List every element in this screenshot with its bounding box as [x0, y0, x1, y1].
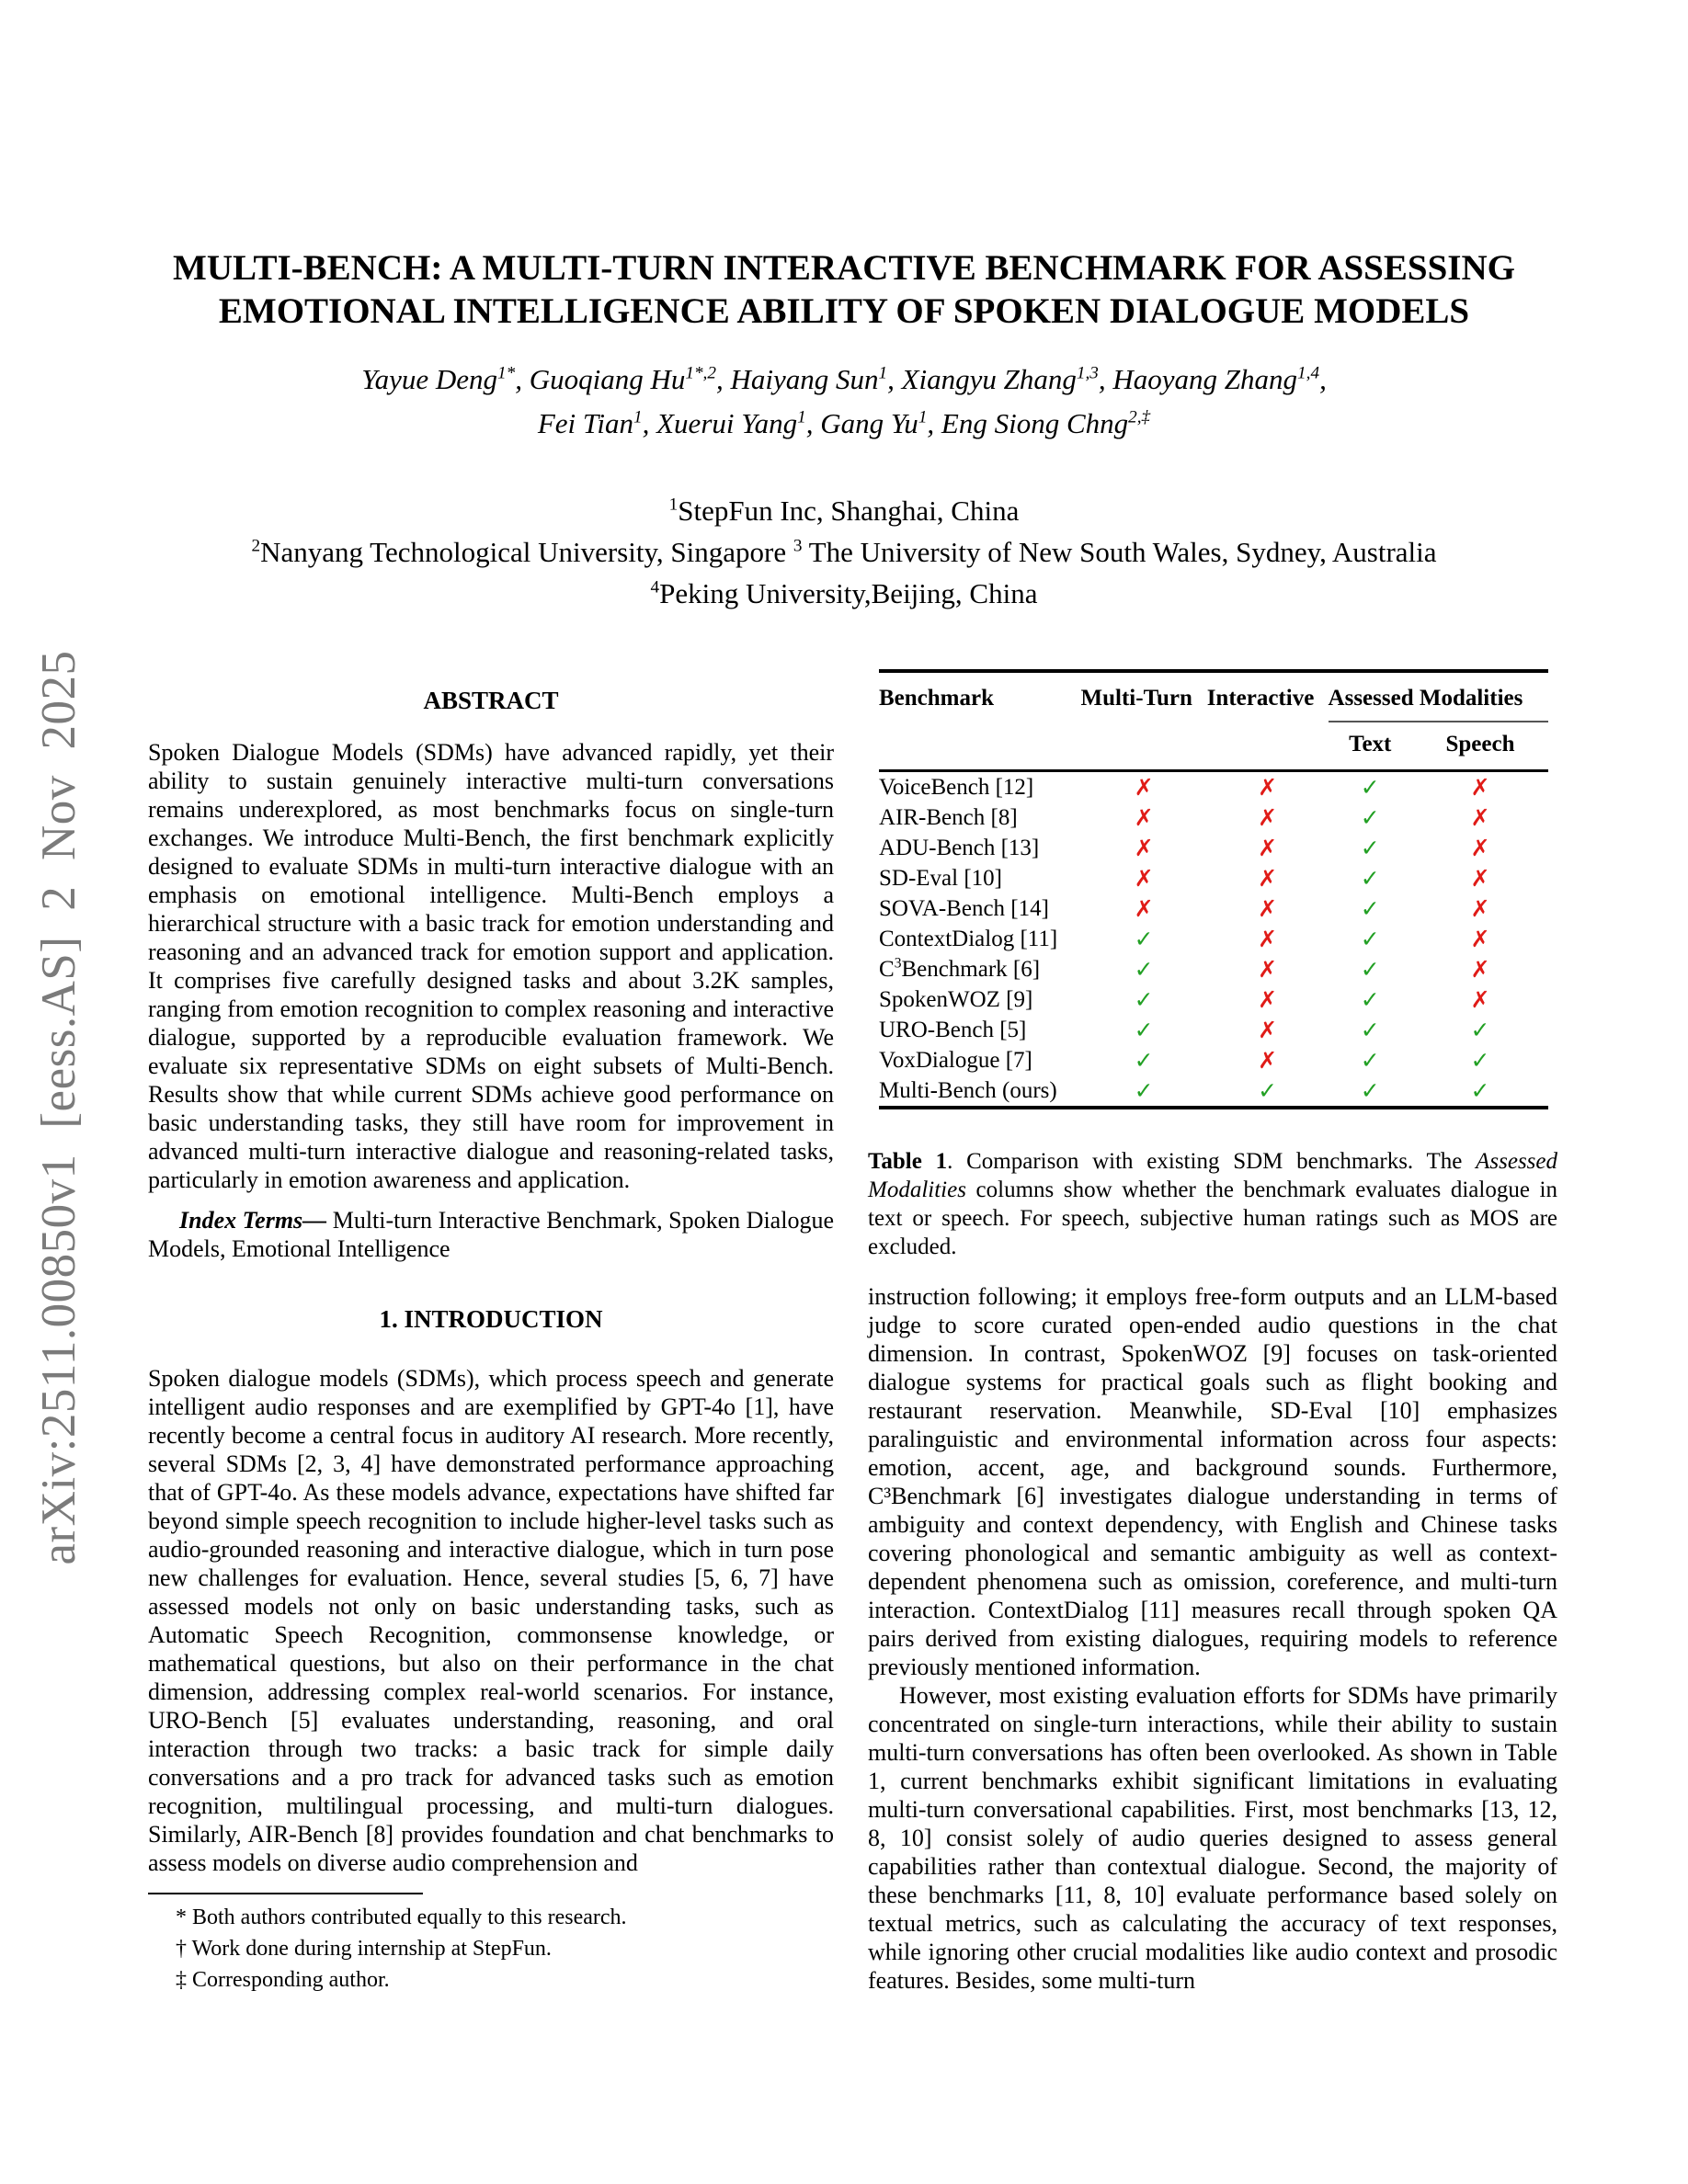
check-icon: ✓ — [1360, 1077, 1380, 1104]
cross-icon: ✗ — [1470, 986, 1490, 1013]
check-icon: ✓ — [1360, 926, 1380, 952]
table-row — [879, 1015, 1548, 1045]
check-icon: ✓ — [1360, 1047, 1380, 1074]
cross-icon: ✗ — [1470, 835, 1490, 861]
cross-icon: ✗ — [1134, 865, 1154, 892]
right-column — [868, 669, 1557, 1995]
cross-icon: ✗ — [1258, 895, 1278, 922]
footnotes — [148, 1902, 834, 1996]
abstract-text: Spoken Dialogue Models (SDMs) have advanced rapidly, yet their ability to sustain genuinely interactive multi-turn conversations remains underexplored, as most benchmarks focus on single-turn exchanges. We introduce Multi-Bench, the first benchmark explicitly designed to evaluate SDMs in multi-turn interactive dialogue with an emphasis on emotional intelligence. Multi-Bench employs a hierarchical structure with a basic track for emotion understanding and reasoning and an advanced track for emotion support and application. It comprises five carefully designed tasks and about 3.2K samples, ranging from emotion recognition to complex reasoning and interactive dialogue, supported by a reproducible evaluation framework. We evaluate six representative SDMs on eight subsets of Multi-Bench. Results show that while current SDMs achieve good performance on basic understanding tasks, they still have room for improvement in advanced multi-turn interactive dialogue and reasoning-related tasks, particularly in emotion awareness and application. — [148, 739, 834, 1193]
table-row — [879, 1045, 1548, 1075]
footnote: ‡ Corresponding author. — [176, 1968, 390, 1992]
cross-icon: ✗ — [1470, 774, 1490, 801]
table-row — [879, 954, 1548, 984]
paper-title-line: EMOTIONAL INTELLIGENCE ABILITY OF SPOKEN DIALOGUE MODELS — [218, 291, 1470, 331]
benchmark-name: VoxDialogue [7] — [879, 1048, 1032, 1073]
footnote: † Work done during internship at StepFun. — [176, 1937, 552, 1961]
cross-icon: ✗ — [1258, 804, 1278, 831]
paper-title-line: MULTI-BENCH: A MULTI-TURN INTERACTIVE BENCHMARK FOR ASSESSING — [173, 248, 1515, 288]
benchmark-name: URO-Bench [5] — [879, 1018, 1027, 1042]
check-icon: ✓ — [1134, 1077, 1154, 1104]
column-header-speech: Speech — [1445, 732, 1515, 756]
cross-icon: ✗ — [1134, 895, 1154, 922]
check-icon: ✓ — [1360, 835, 1380, 861]
cross-icon: ✗ — [1470, 865, 1490, 892]
affiliation-line: $^1$StepFun Inc, Shanghai, China — [668, 495, 1020, 527]
author-list — [0, 358, 1688, 446]
table-header — [879, 671, 1548, 771]
benchmark-name: VoiceBench [12] — [879, 775, 1034, 800]
cross-icon: ✗ — [1258, 956, 1278, 983]
comparison-table — [879, 669, 1548, 1109]
cross-icon: ✗ — [1258, 774, 1278, 801]
cross-icon: ✗ — [1470, 804, 1490, 831]
table-row — [879, 863, 1548, 893]
paper-header — [0, 246, 1688, 614]
introduction-text: Spoken dialogue models (SDMs), which process speech and generate intelligent audio responses and are exemplified by GPT-4o [1], have recently become a central focus in auditory AI research. More recently, several SDMs [2, 3, 4] have demonstrated performance approaching that of GPT-4o. As these models advance, expectations have shifted far beyond simple speech recognition to include higher-level tasks such as audio-grounded reasoning and interactive dialogue, which in turn pose new challenges for evaluation. Hence, several studies [5, 6, 7] have assessed models not only on basic understanding tasks, such as Automatic Speech Recognition, commonsense knowledge, or mathematical questions, but also on their performance in the chat dimension, addressing complex real-world scenarios. For instance, URO-Bench [5] evaluates understanding, reasoning, and oral interaction through two tracks: a basic track for simple daily conversations and a pro track for advanced tasks such as emotion recognition, multilingual processing, and multi-turn dialogues. Similarly, AIR-Bench [8] provides foundation and chat benchmarks to assess models on diverse audio comprehension and — [148, 1365, 834, 1876]
check-icon: ✓ — [1134, 1047, 1154, 1074]
benchmark-name: SD-Eval [10] — [879, 866, 1002, 891]
affiliation-line: $^4$Peking University,Beijing, China — [650, 577, 1038, 609]
table-row — [879, 924, 1548, 954]
cross-icon: ✗ — [1258, 1017, 1278, 1043]
text-run: Assessed Modalities — [868, 1149, 1558, 1202]
text-run: Index Terms— — [179, 1207, 327, 1234]
cross-icon: ✗ — [1258, 926, 1278, 952]
benchmark-name: $C^3Benchmark$ [6] — [879, 955, 1041, 982]
check-icon: ✓ — [1360, 774, 1380, 801]
table-row — [879, 984, 1548, 1015]
cross-icon: ✗ — [1258, 865, 1278, 892]
index-terms — [148, 1206, 834, 1263]
body-text-paragraph: instruction following; it employs free-form outputs and an LLM-based judge to score curated open-ended audio questions in the chat dimension. In contrast, SpokenWOZ [9] focuses on task-oriented dialogue systems for practical goals such as flight booking and restaurant reservation. Meanwhile, SD-Eval [10] emphasizes paralinguistic and environmental information across four aspects: emotion, accent, age, and background sounds. Furthermore, C³Benchmark [6] investigates dialogue understanding in terms of ambiguity and context dependency, with English and Chinese tasks covering phonological and semantic ambiguity as well as context-dependent phenomena such as omission, coreference, and multi-turn interaction. ContextDialog [11] measures recall through spoken QA pairs derived from existing dialogues, requiring models to reference previously mentioned information. — [868, 1283, 1557, 1680]
check-icon: ✓ — [1360, 804, 1380, 831]
cross-icon: ✗ — [1134, 835, 1154, 861]
affiliation-list — [0, 490, 1688, 614]
footnote: * Both authors contributed equally to this research. — [176, 1905, 627, 1929]
benchmark-name: SOVA-Bench [14] — [879, 896, 1049, 921]
table-row — [879, 771, 1548, 803]
cross-icon: ✗ — [1258, 986, 1278, 1013]
text-run: . Comparison with existing SDM benchmarks. The — [947, 1149, 1477, 1174]
comparison-table-wrap — [879, 669, 1548, 1109]
column-header-text: Text — [1349, 732, 1392, 756]
check-icon: ✓ — [1360, 956, 1380, 983]
table-caption — [868, 1147, 1557, 1261]
column-header-benchmark: Benchmark — [879, 686, 994, 711]
author-line: Fei Tian$^1$, Xuerui Yang$^1$, Gang Yu$^1$, Eng Siong Chng$^{2,\ddagger}$ — [537, 407, 1151, 439]
footnote-rule — [148, 1893, 423, 1894]
table-row — [879, 1075, 1548, 1108]
text-run: Table 1 — [868, 1149, 948, 1174]
check-icon: ✓ — [1470, 1077, 1490, 1104]
left-column — [148, 687, 834, 1996]
cross-icon: ✗ — [1470, 926, 1490, 952]
abstract-heading: ABSTRACT — [423, 687, 559, 714]
table-row — [879, 893, 1548, 924]
column-header-interactive: Interactive — [1206, 686, 1315, 711]
benchmark-name: SpokenWOZ [9] — [879, 987, 1033, 1012]
text-run: columns show whether the benchmark evaluates dialogue in text or speech. For speech, subjective human ratings such as MOS are excluded. — [868, 1177, 1557, 1259]
paper-title — [0, 246, 1688, 333]
column-header-multi-turn: Multi-Turn — [1080, 686, 1192, 711]
cross-icon: ✗ — [1258, 835, 1278, 861]
check-icon: ✓ — [1134, 926, 1154, 952]
arxiv-watermark: arXiv:2511.00850v1 [eess.AS] 2 Nov 2025 — [32, 650, 86, 1565]
check-icon: ✓ — [1134, 956, 1154, 983]
check-icon: ✓ — [1134, 986, 1154, 1013]
check-icon: ✓ — [1360, 1017, 1380, 1043]
body-text-paragraph: However, most existing evaluation efforts for SDMs have primarily concentrated on single-turn interactions, while their ability to sustain multi-turn conversations has often been overlooked. As shown in Table 1, current benchmarks exhibit significant limitations in evaluating multi-turn conversational capabilities. First, most benchmarks [13, 12, 8, 10] consist solely of audio queries designed to assess general capabilities rather than contextual dialogue. Second, the majority of these benchmarks [11, 8, 10] evaluate performance based solely on textual metrics, such as calculating the accuracy of text responses, while ignoring other crucial modalities like audio context and prosodic features. Besides, some multi-turn — [868, 1682, 1557, 1994]
benchmark-name: AIR-Bench [8] — [879, 805, 1018, 830]
column-header-assessed-modalities: Assessed Modalities — [1329, 671, 1548, 722]
check-icon: ✓ — [1470, 1047, 1490, 1074]
benchmark-name: Multi-Bench (ours) — [879, 1078, 1057, 1103]
author-line: Yayue Deng$^{1*}$, Guoqiang $Hu^{1*,2}$, Haiyang Sun$^1$, Xiangyu Zhang$^{1,3}$, Haoyang Zhang$^{1,4}$, — [361, 363, 1327, 395]
cross-icon: ✗ — [1258, 1047, 1278, 1074]
check-icon: ✓ — [1258, 1077, 1278, 1104]
affiliation-line: $^2$Nanyang Technological University, Singapore $^3$ The University of New South Wales, Sydney, Australia — [251, 536, 1437, 568]
check-icon: ✓ — [1134, 1017, 1154, 1043]
section-heading-introduction: 1. INTRODUCTION — [379, 1305, 603, 1333]
check-icon: ✓ — [1360, 986, 1380, 1013]
table-row — [879, 833, 1548, 863]
check-icon: ✓ — [1470, 1017, 1490, 1043]
table-body — [879, 771, 1548, 1109]
cross-icon: ✗ — [1134, 804, 1154, 831]
text-run: Multi-turn Interactive Benchmark, Spoken Dialogue Models, Emotional Intelligence — [148, 1207, 834, 1262]
cross-icon: ✗ — [1470, 895, 1490, 922]
benchmark-name: ADU-Bench [13] — [879, 836, 1040, 860]
cross-icon: ✗ — [1470, 956, 1490, 983]
benchmark-name: ContextDialog [11] — [879, 927, 1058, 951]
check-icon: ✓ — [1360, 895, 1380, 922]
table-row — [879, 802, 1548, 833]
check-icon: ✓ — [1360, 865, 1380, 892]
cross-icon: ✗ — [1134, 774, 1154, 801]
